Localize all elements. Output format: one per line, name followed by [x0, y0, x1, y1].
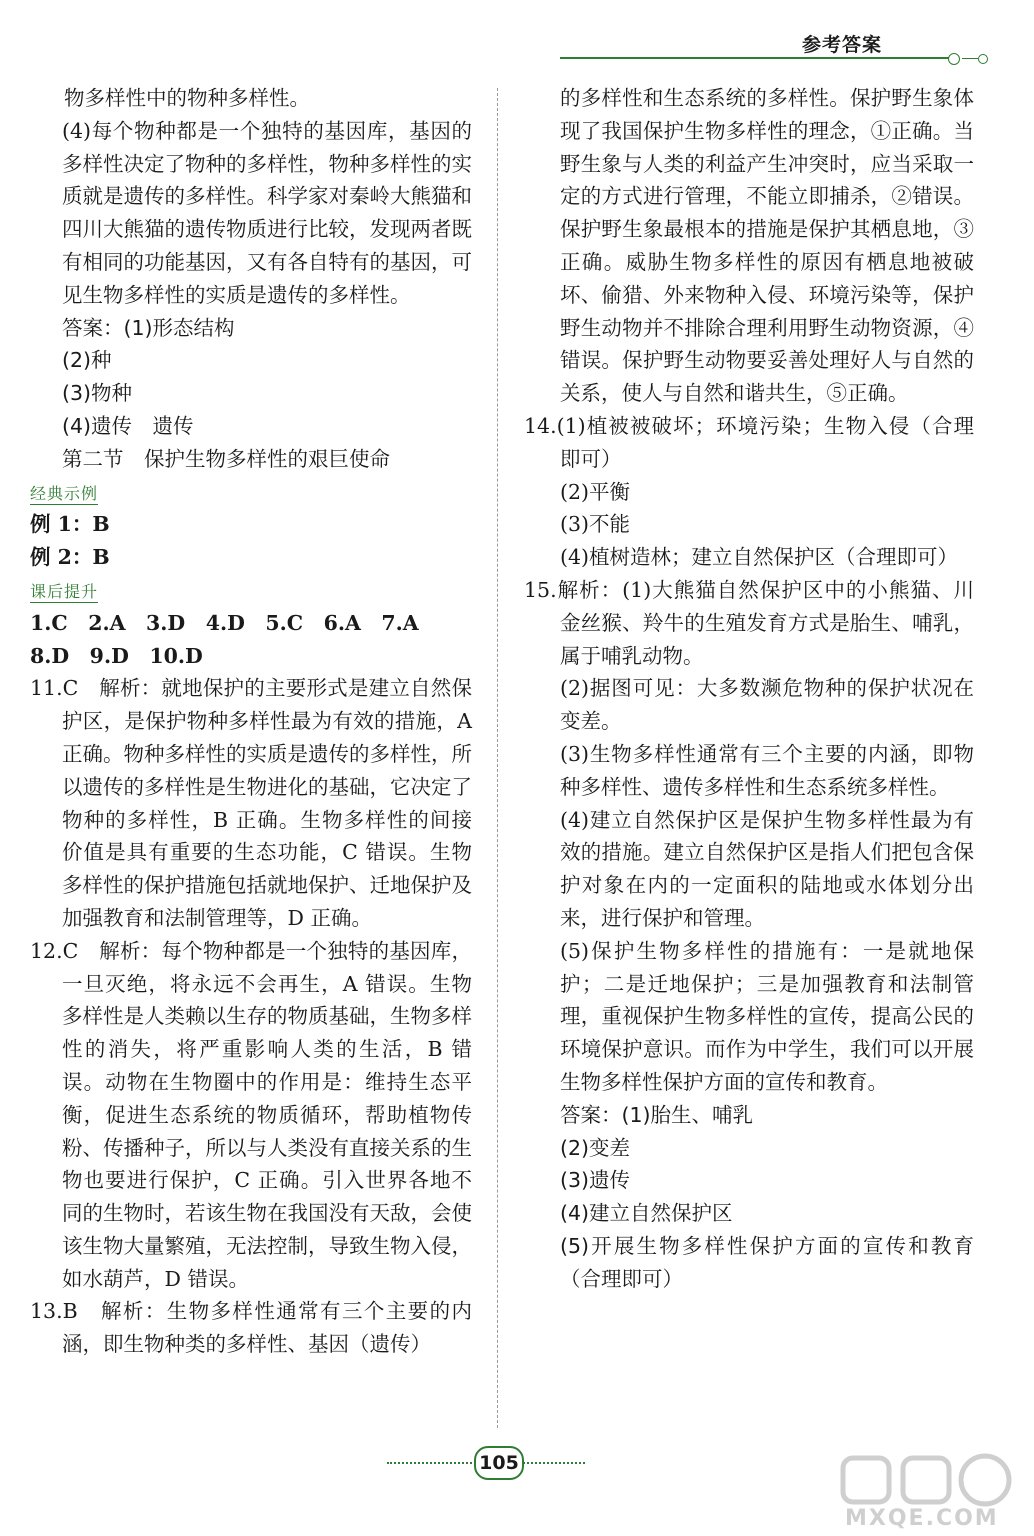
- question-15-part: (5)保护生物多样性的措施有：一是就地保护；二是迁地保护；三是加强教育和法制管理，重视保护生物多样性的宣传，提高公民的环境保护意识。而作为中学生，我们可以开展生物多样性保护方面的宣传和教育。: [560, 938, 974, 1094]
- answer-line: 答案：(1)形态结构: [62, 315, 235, 340]
- question-14-part4: (4)植树造林；建立自然保护区（合理即可）: [560, 545, 959, 570]
- header-ornament-circle: [948, 53, 960, 65]
- header-rule-tail: [962, 58, 978, 59]
- answer-line: (5)开展生物多样性保护方面的宣传和教育（合理即可）: [560, 1233, 974, 1291]
- page-header: [560, 30, 1010, 70]
- label-classic-examples: 经典示例: [30, 483, 99, 503]
- text-line: 物多样性中的物种多样性。: [64, 86, 310, 110]
- answer-row: 8.D 9.D 10.D: [30, 643, 203, 668]
- section-title: 第二节 保护生物多样性的艰巨使命: [62, 446, 390, 471]
- question-15-part: (2)据图可见：大多数濒危物种的保护状况在变差。: [560, 676, 974, 734]
- answer-line: 答案：(1)胎生、哺乳: [560, 1102, 754, 1127]
- question-13-continued: 的多样性和生态系统的多样性。保护野生象体现了我国保护生物多样性的理念，①正确。当野生象与人类的利益产生冲突时，应当采取一定的方式进行管理，不能立即捕杀，②错误。保护野生象最根本的措施是保护其栖息地，③正确。威胁生物多样性的原因有栖息地被破坏、偷猎、外来物种入侵、环境污染等，保护野生动物并不排除合理利用野生动物资源，④错误。保护野生动物要妥善处理好人与自然的关系，使人与自然和谐共生，⑤正确。: [560, 86, 974, 406]
- header-ornament-circle-small: [978, 54, 988, 64]
- column-divider: [497, 88, 498, 1428]
- question-13-explanation: 13.B 解析：生物多样性通常有三个主要的内涵，即生物种类的多样性、基因（遗传）: [30, 1299, 472, 1357]
- text-paragraph: (4)每个物种都是一个独特的基因库，基因的多样性决定了物种的多样性，物种多样性的实质就是遗传的多样性。科学家对秦岭大熊猫和四川大熊猫的遗传物质进行比较，发现两者既有相同的功能基因，又有各自特有的基因，可见生物多样性的实质是遗传的多样性。: [62, 118, 472, 307]
- question-14-part1: 14.(1)植被被破坏；环境污染；生物入侵（合理即可）: [524, 413, 974, 471]
- right-column: [524, 82, 974, 1295]
- answer-line: (3)物种: [62, 381, 133, 406]
- footer-dots-right: [523, 1462, 585, 1464]
- left-column: [30, 82, 472, 1361]
- header-rule: [560, 57, 952, 59]
- answer-row: 1.C 2.A 3.D 4.D 5.C 6.A 7.A: [30, 610, 419, 635]
- label-after-class: 课后提升: [30, 581, 99, 601]
- answer-line: (4)建立自然保护区: [560, 1201, 733, 1226]
- answer-line: (3)遗传: [560, 1168, 631, 1193]
- question-14-part2: (2)平衡: [560, 479, 631, 504]
- header-title: 参考答案: [801, 34, 882, 56]
- question-12-explanation: 12.C 解析：每个物种都是一个独特的基因库，一旦灭绝，将永远不会再生，A 错误。生物多样性是人类赖以生存的物质基础，生物多样性的消失，将严重影响人类的生活，B 错误。动物在生物圈中的作用是：维持生态平衡，促进生态系统的物质循环，帮助植物传粉、传播种子，所以与人类没有直接关系的生物也要进行保护，C 正确。引入世界各地不同的生物时，若该生物在我国没有天敌，会使该生物大量繁殖，无法控制，导致生物入侵，如水葫芦，D 错误。: [30, 938, 472, 1291]
- watermark-text: MXQE.COM: [845, 1506, 999, 1531]
- answer-line: (2)变差: [560, 1135, 631, 1160]
- example-answer: 例 1：B: [30, 512, 110, 537]
- footer-dots-left: [387, 1462, 472, 1464]
- question-15-part: (3)生物多样性通常有三个主要的内涵，即物种多样性、遗传多样性和生态系统多样性。: [560, 741, 974, 799]
- question-15-head: 15.解析：(1)大熊猫自然保护区中的小熊猫、川金丝猴、羚牛的生殖发育方式是胎生、哺乳，属于哺乳动物。: [524, 577, 974, 668]
- watermark-logo: [835, 1452, 1025, 1532]
- example-answer: 例 2：B: [30, 545, 110, 570]
- answer-line: (2)种: [62, 348, 112, 373]
- watermark-glyphs-icon: [835, 1452, 1025, 1512]
- page-number: 105: [474, 1446, 524, 1480]
- question-14-part3: (3)不能: [560, 512, 631, 537]
- answer-line: (4)遗传 遗传: [62, 413, 194, 438]
- question-11-explanation: 11.C 解析：就地保护的主要形式是建立自然保护区，是保护物种多样性最为有效的措施，A 正确。物种多样性的实质是遗传的多样性，所以遗传的多样性是生物进化的基础，它决定了物种的多样性，B 正确。生物多样性的间接价值是具有重要的生态功能，C 错误。生物多样性的保护措施包括就地保护、迁地保护及加强教育和法制管理等，D 正确。: [30, 676, 472, 930]
- question-15-part: (4)建立自然保护区是保护生物多样性最为有效的措施。建立自然保护区是指人们把包含保护对象在内的一定面积的陆地或水体划分出来，进行保护和管理。: [560, 807, 974, 930]
